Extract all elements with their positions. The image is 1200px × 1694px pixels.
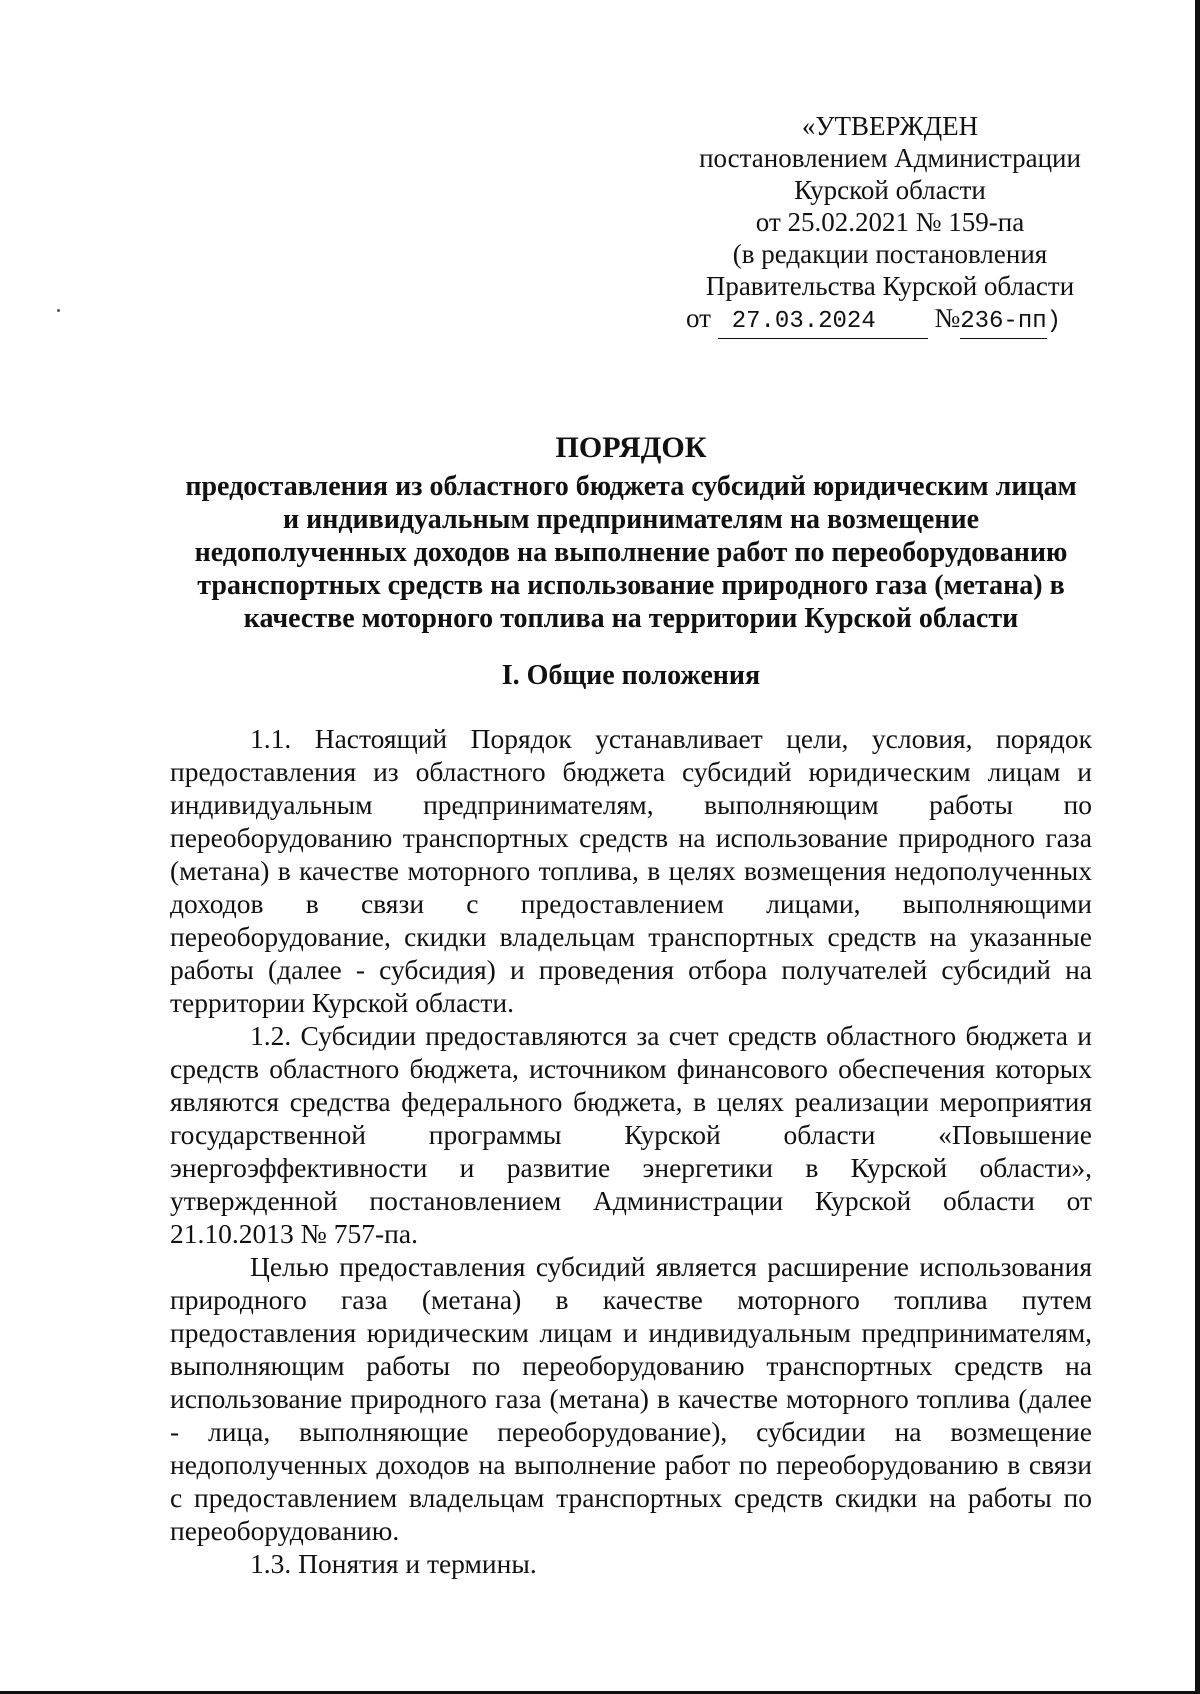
scan-edge-right xyxy=(1195,0,1200,1694)
paragraph-goal: Целью предоставления субсидий является расширение использования природного газа (метана) в качестве моторного топлива путем предоставления юридическим лицам и индивидуальным предпринимателям, выполняющим работы по переоборудованию транспортных средств на использование природного газа (метана) в качестве моторного топлива (далее - лица, выполняющие переоборудование), субсидии на возмещение недополученных доходов на выполнение работ по переоборудованию в связи с предоставлением владельцам транспортных средств скидки на работы по переоборудованию. xyxy=(170,1251,1092,1546)
date-prefix: от xyxy=(686,303,711,333)
approval-line: Правительства Курской области xyxy=(705,271,1075,301)
number-prefix: № xyxy=(934,303,961,333)
title-line: качестве моторного топлива на территории Курской области xyxy=(243,603,1019,634)
approval-number-value: 236-пп xyxy=(960,306,1046,339)
title-main: ПОРЯДОК xyxy=(555,431,707,464)
approval-date-value: 27.03.2024 xyxy=(718,306,928,339)
approval-line: «УТВЕРЖДЕН xyxy=(801,111,979,141)
approval-line: от 25.02.2021 № 159-па xyxy=(755,207,1025,237)
document-body xyxy=(170,722,1092,1580)
title-line: и индивидуальным предпринимателям на возмещение xyxy=(282,504,980,535)
approval-block xyxy=(680,110,1100,339)
paragraph-1-2: 1.2. Субсидии предоставляются за счет средств областного бюджета и средств областного бюджета, источником финансового обеспечения которых являются средства федерального бюджета, в целях реализации мероприятия государственной программы Курской области «Повышение энергоэффективности и развитие энергетики в Курской области», утвержденной постановлением Администрации Курской области от 21.10.2013 № 757-па. xyxy=(170,1020,1092,1249)
paragraph-1-3: 1.3. Понятия и термины. xyxy=(250,1548,537,1579)
document-title xyxy=(170,428,1092,635)
scan-speck xyxy=(57,309,60,312)
closing-paren: ) xyxy=(1046,308,1062,335)
section-heading: I. Общие положения xyxy=(501,660,761,691)
approval-date-line xyxy=(680,302,1100,339)
title-line: транспортных средств на использование природного газа (метана) в xyxy=(197,570,1065,601)
approval-line: (в редакции постановления xyxy=(732,239,1048,269)
title-line: предоставления из областного бюджета субсидий юридическим лицам xyxy=(185,471,1077,502)
approval-line: Курской области xyxy=(794,175,986,205)
paragraph-1-1: 1.1. Настоящий Порядок устанавливает цели, условия, порядок предоставления из областного бюджета субсидий юридическим лицам и индивидуальным предпринимателям, выполняющим работы по переоборудованию транспортных средств на использование природного газа (метана) в качестве моторного топлива, в целях возмещения недополученных доходов в связи с предоставлением лицами, выполняющими переоборудование, скидки владельцам транспортных средств на указанные работы (далее - субсидия) и проведения отбора получателей субсидий на территории Курской области. xyxy=(170,723,1092,1018)
title-line: недополученных доходов на выполнение работ по переоборудованию xyxy=(194,537,1068,568)
approval-line: постановлением Администрации xyxy=(699,143,1081,173)
